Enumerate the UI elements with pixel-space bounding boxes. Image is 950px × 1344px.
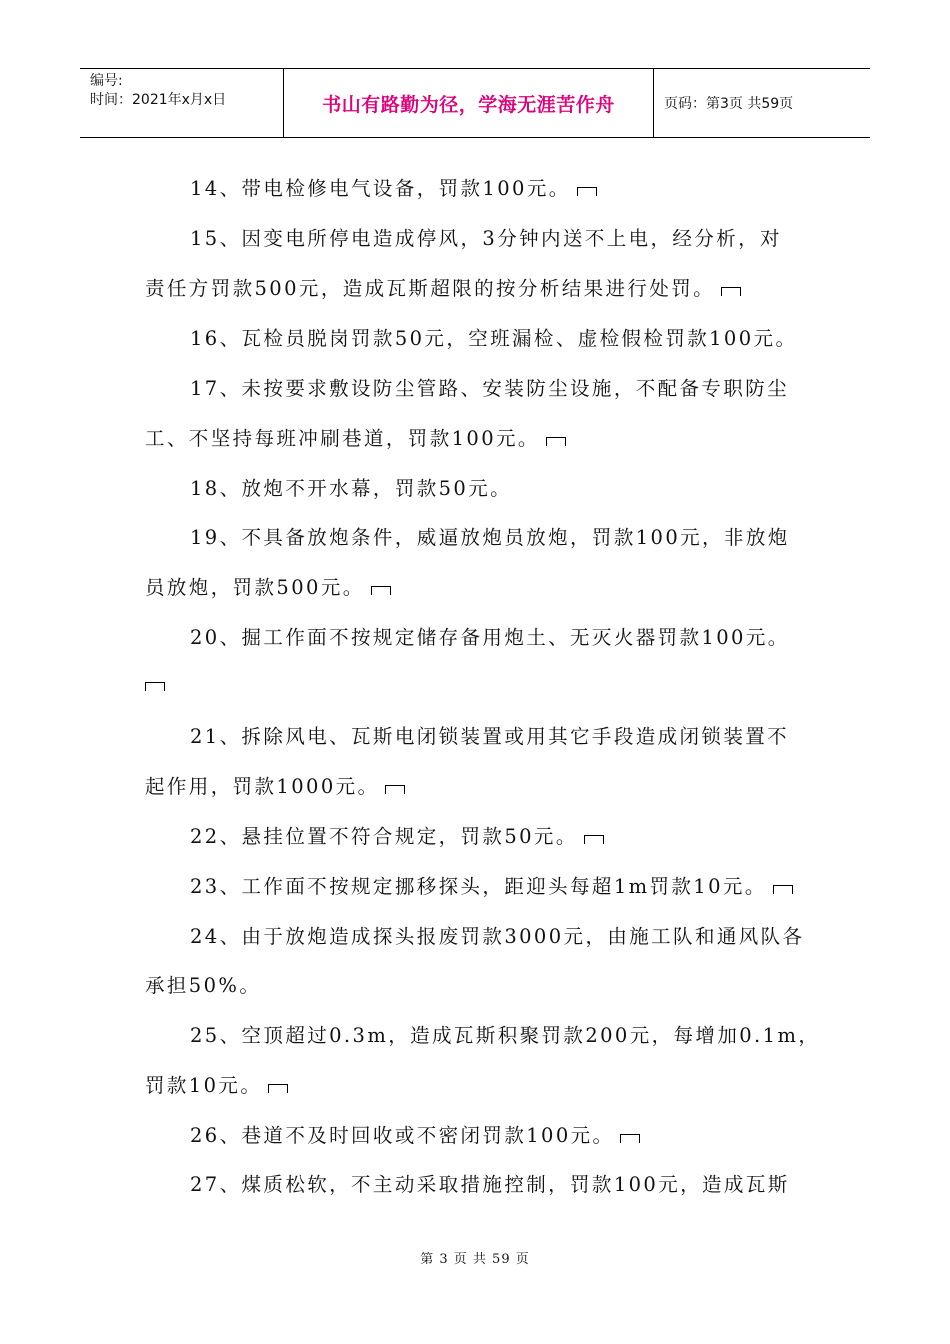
body-line: 25、空顶超过0.3m，造成瓦斯积聚罚款200元，每增加0.1m，: [190, 1024, 821, 1047]
page-footer: 第 3 页 共 59 页: [420, 1252, 530, 1267]
return-mark-icon: [773, 885, 793, 894]
body-line: 21、拆除风电、瓦斯电闭锁装置或用其它手段造成闭锁装置不: [190, 725, 790, 748]
body-line: 14、带电检修电气设备，罚款100元。: [190, 173, 597, 201]
body-line: 27、煤质松软，不主动采取措施控制，罚款100元，造成瓦斯: [190, 1173, 790, 1196]
body-line: 罚款10元。: [145, 1070, 288, 1098]
body-line: 17、未按要求敷设防尘管路、安装防尘设施，不配备专职防尘: [190, 377, 790, 400]
return-mark-icon: [371, 586, 391, 595]
document-number-label: 编号:: [90, 73, 123, 89]
return-mark-icon: [577, 187, 597, 196]
return-mark-icon: [721, 287, 741, 296]
body-line: 26、巷道不及时回收或不密闭罚款100元。: [190, 1120, 640, 1148]
document-header: [80, 68, 870, 138]
body-line: 20、掘工作面不按规定储存备用炮土、无灭火器罚款100元。: [190, 626, 790, 649]
return-mark-icon: [385, 785, 405, 794]
body-line: 22、悬挂位置不符合规定，罚款50元。: [190, 821, 604, 849]
header-left-cell: [80, 69, 284, 137]
return-mark-icon: [268, 1084, 288, 1093]
body-line: 员放炮，罚款500元。: [145, 572, 391, 600]
body-line: 24、由于放炮造成探头报废罚款3000元，由施工队和通风队各: [190, 925, 805, 948]
return-mark-icon: [546, 437, 566, 446]
body-line: 23、工作面不按规定挪移探头，距迎头每超1m罚款10元。: [190, 871, 793, 899]
body-line: 18、放炮不开水幕，罚款50元。: [190, 477, 513, 500]
body-line: 起作用，罚款1000元。: [145, 771, 405, 799]
body-line: 责任方罚款500元，造成瓦斯超限的按分析结果进行处罚。: [145, 273, 741, 301]
return-mark-icon: [620, 1134, 640, 1143]
body-line: 承担50%。: [145, 974, 262, 997]
return-mark-icon: [584, 835, 604, 844]
return-mark-icon: [145, 682, 165, 691]
body-line: 19、不具备放炮条件，威逼放炮员放炮，罚款100元，非放炮: [190, 526, 790, 549]
body-line: 工、不坚持每班冲刷巷道，罚款100元。: [145, 423, 566, 451]
body-line: [139, 672, 165, 695]
header-motto: 书山有路勤为径，学海无涯苦作舟: [284, 69, 654, 137]
body-line: 16、瓦检员脱岗罚款50元，空班漏检、虚检假检罚款100元。: [190, 327, 798, 350]
body-line: 15、因变电所停电造成停风，3分钟内送不上电，经分析，对: [190, 227, 782, 250]
document-date: 时间：2021年x月x日: [90, 92, 227, 108]
header-page-info: 页码：第3页 共59页: [664, 96, 794, 112]
